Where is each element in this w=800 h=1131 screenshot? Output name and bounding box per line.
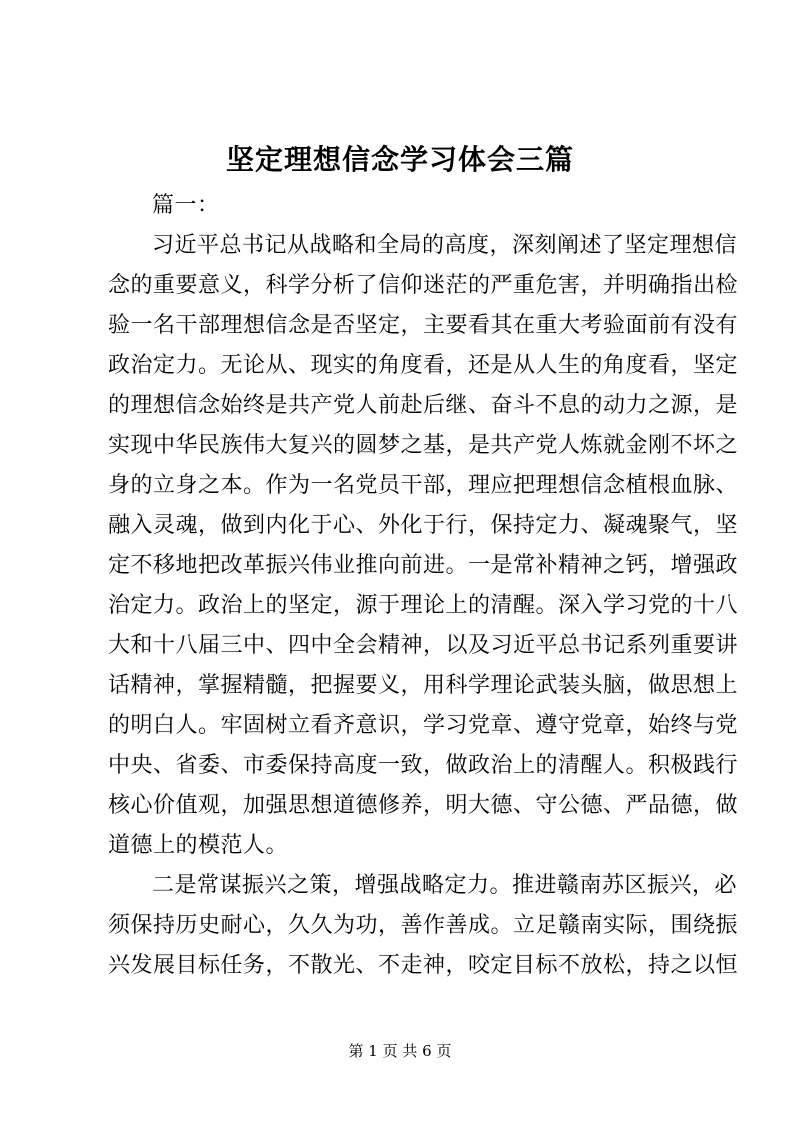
text-line: 兴发展目标任务，不散光、不走神，咬定目标不放松，持之以恒	[108, 953, 739, 978]
text-line: 融入灵魂，做到内化于心、外化于行，保持定力、凝魂聚气，坚	[108, 513, 739, 538]
text-line: 的理想信念始终是共产党人前赴后继、奋斗不息的动力之源，是	[108, 393, 739, 418]
page-number-footer: 第 1 页 共 6 页	[348, 1042, 452, 1060]
text-line: 道德上的模范人。	[108, 833, 289, 858]
text-line: 大和十八届三中、四中全会精神，以及习近平总书记系列重要讲	[108, 633, 739, 658]
text-line: 治定力。政治上的坚定，源于理论上的清醒。深入学习党的十八	[108, 593, 739, 618]
text-line: 须保持历史耐心，久久为功，善作善成。立足赣南实际，围绕振	[108, 913, 739, 938]
text-line: 定不移地把改革振兴伟业推向前进。一是常补精神之钙，增强政	[108, 553, 739, 578]
text-line: 念的重要意义，科学分析了信仰迷茫的严重危害，并明确指出检	[108, 273, 739, 298]
document-body	[108, 186, 739, 986]
section-heading: 篇一：	[152, 193, 220, 218]
text-line: 中央、省委、市委保持高度一致，做政治上的清醒人。积极践行	[108, 753, 739, 778]
text-line: 的明白人。牢固树立看齐意识，学习党章、遵守党章，始终与党	[108, 713, 739, 738]
text-line: 习近平总书记从战略和全局的高度，深刻阐述了坚定理想信	[152, 233, 738, 258]
text-line: 二是常谋振兴之策，增强战略定力。推进赣南苏区振兴，必	[152, 873, 738, 898]
text-line: 实现中华民族伟大复兴的圆梦之基，是共产党人炼就金刚不坏之	[108, 433, 739, 458]
text-line: 话精神，掌握精髓，把握要义，用科学理论武装头脑，做思想上	[108, 673, 739, 698]
document-title: 坚定理想信念学习体会三篇	[225, 143, 574, 176]
text-line: 验一名干部理想信念是否坚定，主要看其在重大考验面前有没有	[108, 313, 739, 338]
text-line: 核心价值观，加强思想道德修养，明大德、守公德、严品德，做	[108, 793, 739, 818]
text-line: 身的立身之本。作为一名党员干部，理应把理想信念植根血脉、	[108, 473, 739, 498]
text-line: 政治定力。无论从、现实的角度看，还是从人生的角度看，坚定	[108, 353, 739, 378]
